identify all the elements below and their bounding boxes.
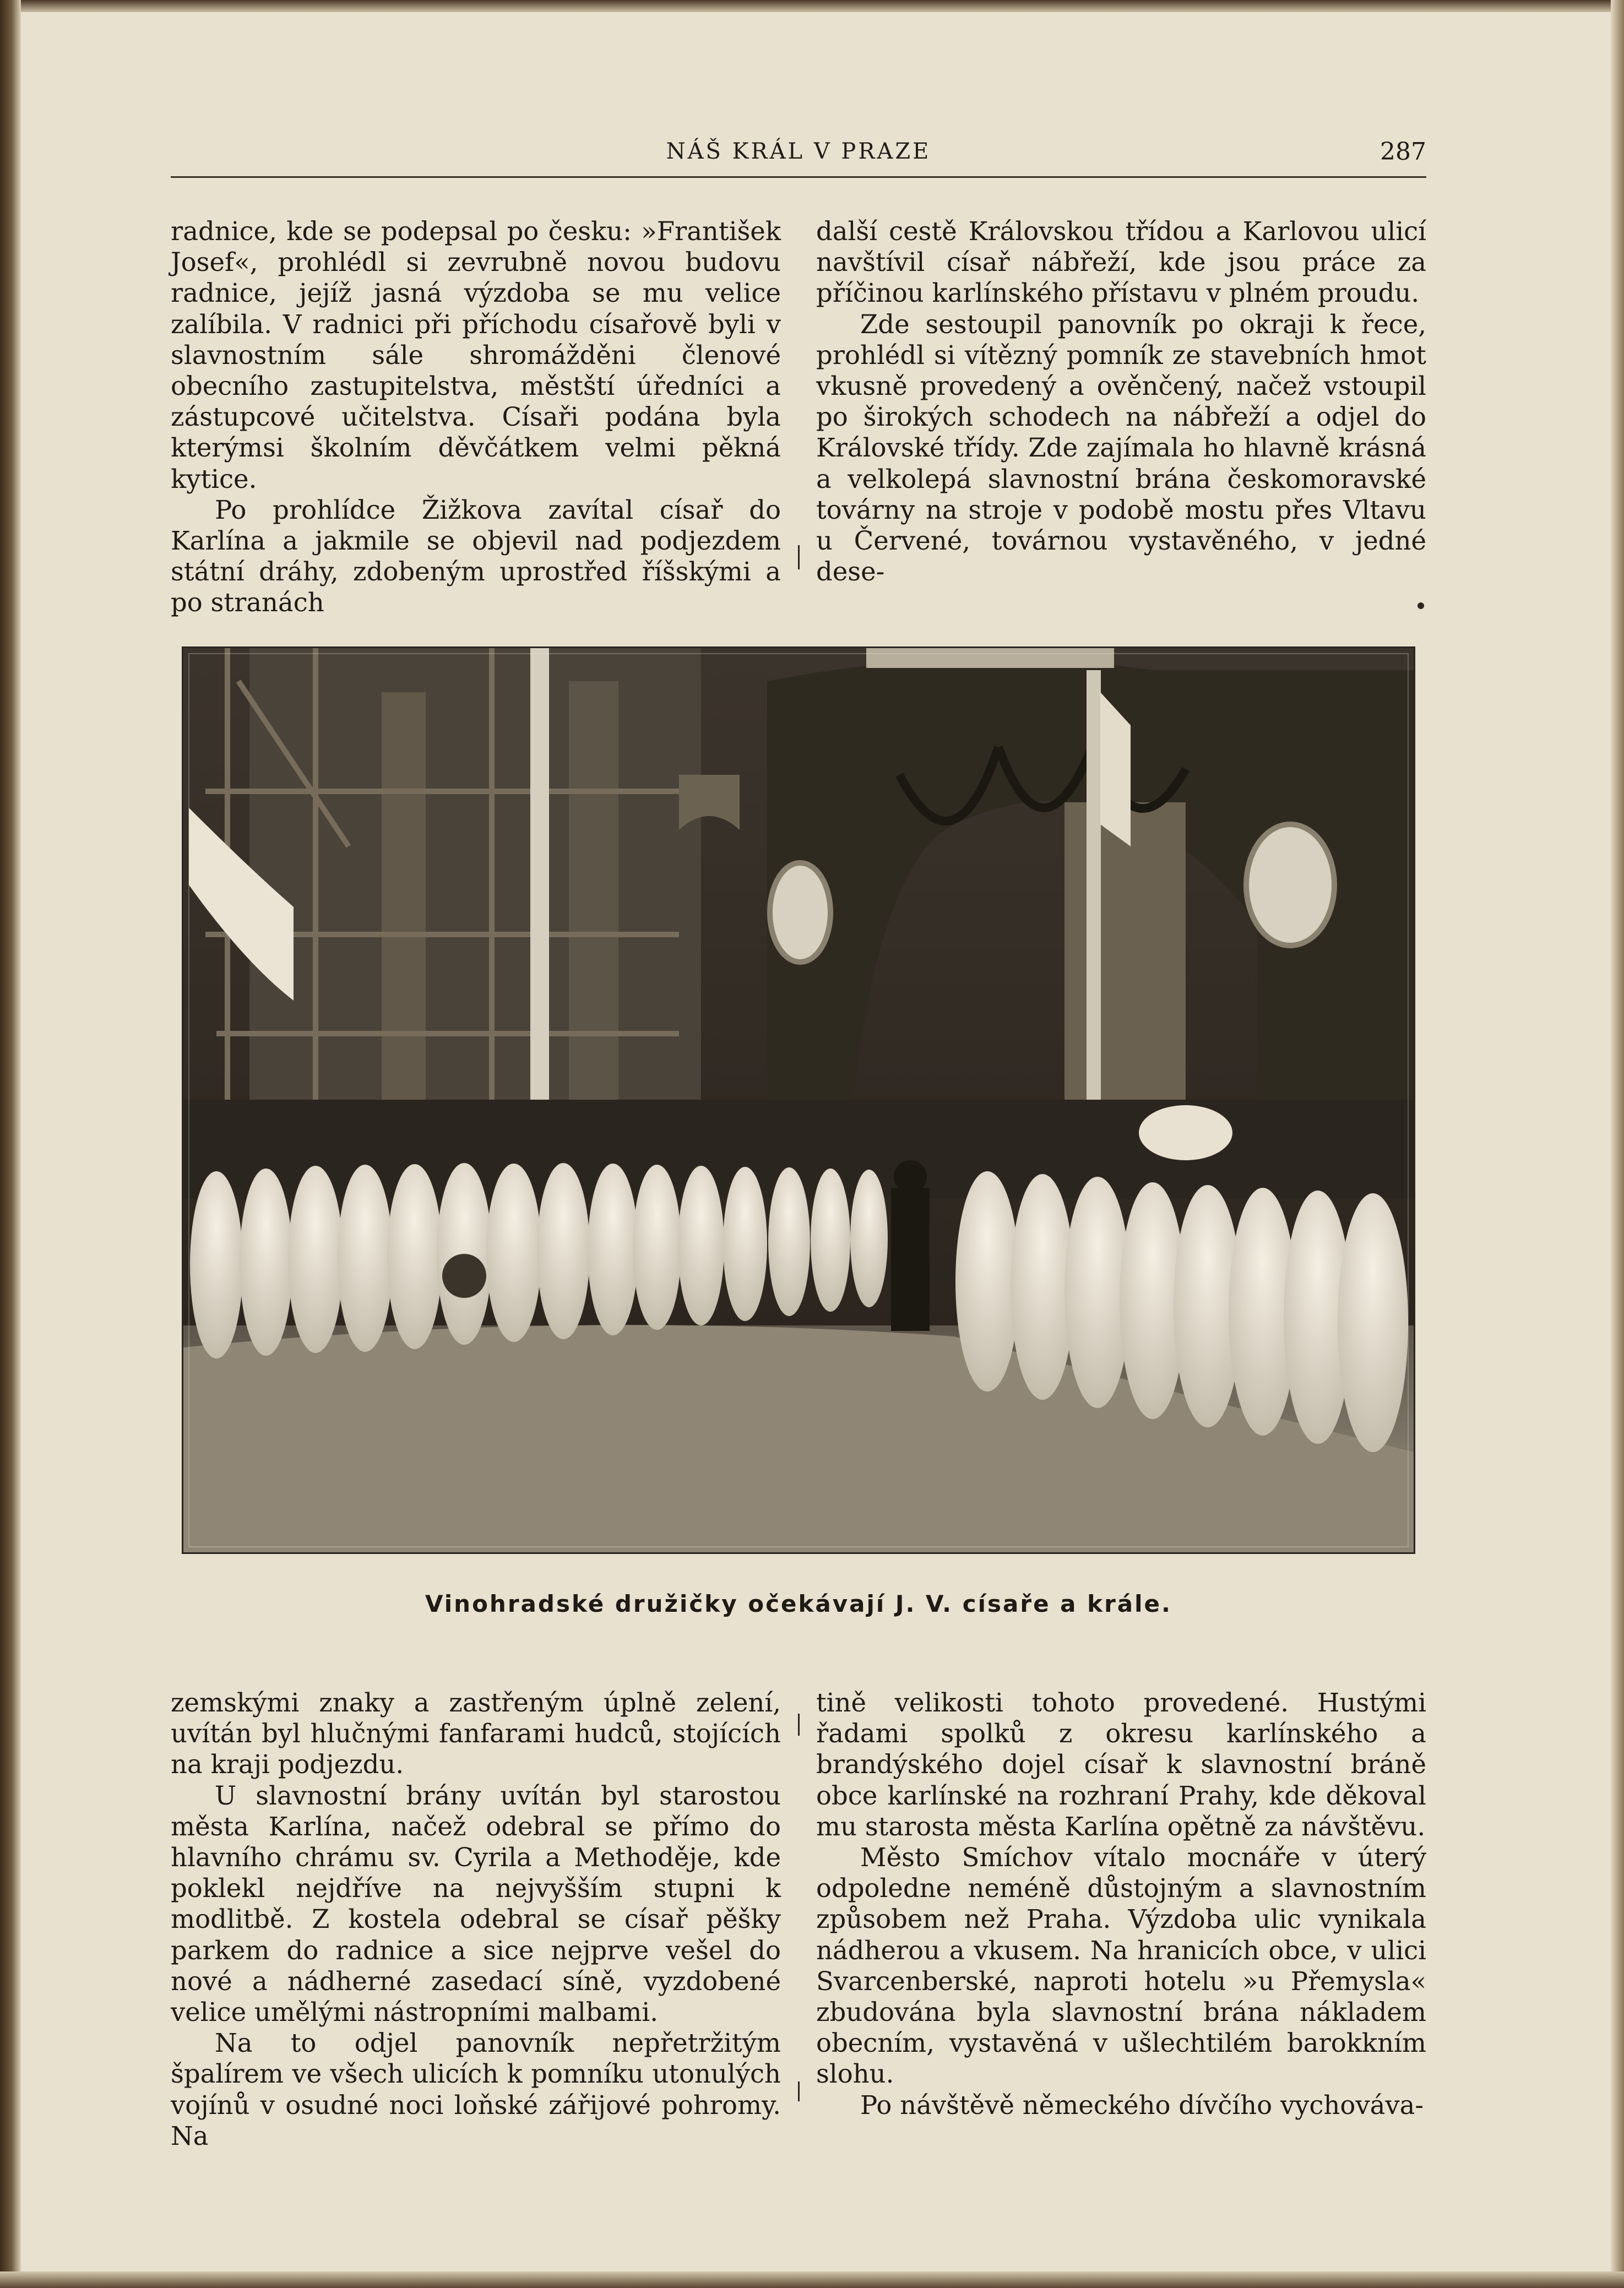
parasol xyxy=(1139,1105,1232,1160)
page-binding-edge xyxy=(0,0,21,2288)
paragraph: radnice, kde se podepsal po česku: »František Josef«, prohlédl si zevrubně novou budovu radnice, jejíž jasná výzdoba se mu velice zalíbila. V radnici při příchodu císařově byli v slavnostním sále shromážděni členové obecního zastupitelstva, městští úředníci a zástupcové učitelstva. Císaři podána byla kterýmsi školním děvčátkem velmi pěkná kytice. xyxy=(171,216,781,494)
header-rule xyxy=(171,176,1426,178)
paragraph: Po návštěvě německého dívčího vychováva- xyxy=(860,2090,1424,2120)
paragraph: U slavnostní brány uvítán byl starostou města Karlína, načež odebral se přímo do hlavního chrámu sv. Cyrila a Methoděje, kde poklekl nejdříve na nejvyšším stupni k modlitbě. Z kostela odebral se císař pěšky parkem do radnice a sice nejprve vešel do nové a nádherné zasedací síně, vyzdobené velice umělými nástropními malbami. xyxy=(171,1780,781,2028)
figure-caption: Vinohradské družičky očekávají J. V. císaře a krále. xyxy=(425,1590,1172,1617)
top-left-column xyxy=(171,216,781,618)
column-divider xyxy=(798,545,800,569)
print-speck xyxy=(1417,602,1424,609)
page-edge-top xyxy=(0,0,1624,12)
top-right-column xyxy=(816,216,1426,587)
paragraph: další cestě Královskou třídou a Karlovou ulicí navštívil císař nábřeží, kde jsou práce za příčinou karlínského přístavu v plném proudu. xyxy=(816,216,1426,308)
paragraph: Zde sestoupil panovník po okraji k řece, prohlédl si vítězný pomník ze stavebních hmot vkusně provedený a ověnčený, načež vstoupil po širokých schodech na nábřeží a odjel do Královské třídy. Zde zajímala ho hlavně krásná a velkolepá slavnostní brána českomoravské továrny na stroje v podobě mostu přes Vltavu u Červené, továrnou vystavěného, v jedné dese- xyxy=(816,309,1426,587)
bottom-right-column xyxy=(816,1687,1426,2121)
paragraph: tině velikosti tohoto provedené. Hustými řadami spolků z okresu karlínského a brandýského dojel císař k slavnostní bráně obce karlínské na rozhraní Prahy, kde děkoval mu starosta města Karlína opětně za návštěvu. xyxy=(816,1688,1426,1841)
crest-right xyxy=(1246,824,1334,945)
photo-scene xyxy=(183,648,1414,1552)
halftone-photograph xyxy=(182,646,1415,1554)
column-divider xyxy=(798,1714,800,1736)
crest-left xyxy=(770,863,830,962)
bouquet xyxy=(442,1254,486,1298)
column-divider xyxy=(798,2082,800,2101)
dignitary-figure xyxy=(891,1160,930,1331)
paragraph: Město Smíchov vítalo mocnáře v úterý odpoledne neméně důstojným a slavnostním způsobem než Praha. Výzdoba ulic vynikala nádherou a vkusem. Na hranicích obce, v ulici Svarcenberské, naproti hotelu »u Přemysla« zbudována byla slavnostní brána nákladem obecním, vystavěná v ušlechtilém barokkním slohu. xyxy=(816,1843,1426,2089)
page-header xyxy=(171,137,1426,172)
page-number: 287 xyxy=(1380,138,1426,166)
paragraph: Na to odjel panovník nepřetržitým špalírem ve všech ulicích k pomníku utonulých vojínů v osudné noci loňské zářijové pohromy. Na xyxy=(171,2028,781,2151)
page-edge-right xyxy=(1611,0,1624,2288)
paragraph: Po prohlídce Žižkova zavítal císař do Karlína a jakmile se objevil nad podjezdem státní dráhy, zdobeným uprostřed říšskými a po stranách xyxy=(171,494,781,618)
page-edge-bottom xyxy=(0,2271,1624,2288)
bottom-left-column xyxy=(171,1687,781,2151)
paragraph: zemskými znaky a zastřeným úplně zelení, uvítán byl hlučnými fanfarami hudců, stojících na kraji podjezdu. xyxy=(171,1688,781,1780)
running-title: NÁŠ KRÁL V PRAZE xyxy=(666,139,931,164)
